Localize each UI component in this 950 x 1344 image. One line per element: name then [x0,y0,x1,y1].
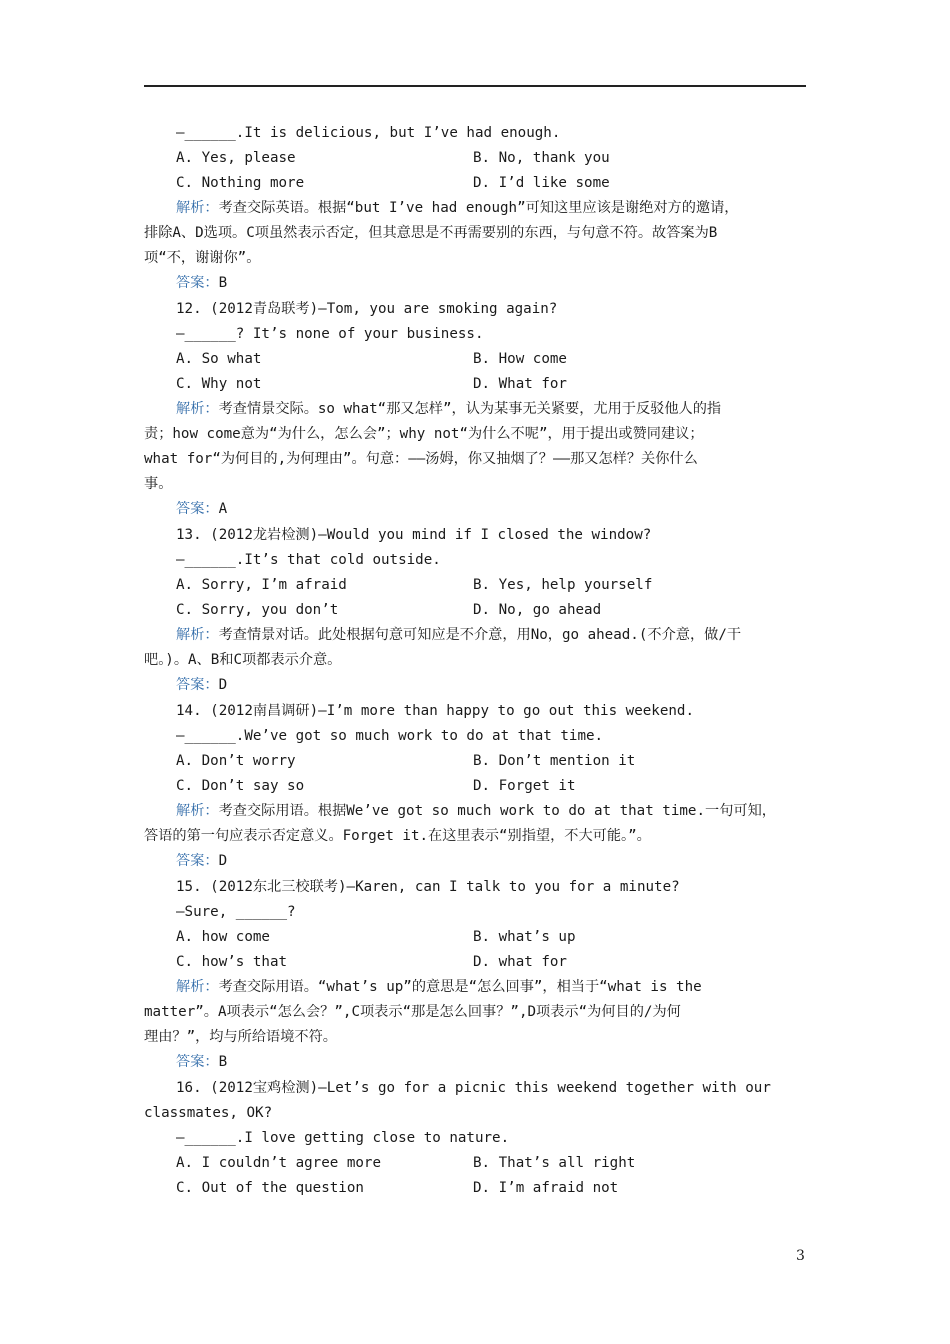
q11-option-c: C. Nothing more [176,175,305,191]
q13-option-d: D. No, go ahead [473,602,602,618]
q16-option-c: C. Out of the question [176,1180,364,1196]
answer-label: 答案： [176,853,219,869]
q15-analysis [176,975,810,999]
q13-option-c: C. Sorry, you don’t [176,602,339,618]
answer-value: B [218,275,228,291]
q11-reply: —______.It is delicious, but I’ve had enough. [176,125,561,141]
q15-option-a: A. how come [176,929,270,945]
q12-option-b: B. How come [473,351,567,367]
analysis-label: 解析： [176,401,219,417]
analysis-text: 考查情景对话。此处根据句意可知应是不介意，用No，go ahead.(不介意，做/干 [218,627,742,643]
q15-answer [176,1050,810,1074]
q11-answer [176,271,810,295]
q13-option-a: A. Sorry, I’m afraid [176,577,347,593]
q14-analysis-line-2: 答语的第一句应表示否定意义。Forget it.在这里表示“别指望，不大可能。”。 [144,828,651,844]
answer-label: 答案： [176,501,219,517]
q12-analysis-line-3: what for“为何目的,为何理由”。句意：——汤姆，你又抽烟了？——那又怎样？关你什么 [144,451,698,467]
q15-analysis-line-2: matter”。A项表示“怎么会？”,C项表示“那是怎么回事？”,D项表示“为何目的/为何 [144,1004,681,1020]
q15-stem: 15. (2012东北三校联考)—Karen, can I talk to you for a minute? [176,879,680,895]
q16-stem: 16. (2012宝鸡检测)—Let’s go for a picnic this weekend together with our [176,1080,771,1096]
answer-label: 答案： [176,677,219,693]
q15-option-d: D. what for [473,954,567,970]
q13-stem: 13. (2012龙岩检测)—Would you mind if I closed the window? [176,527,652,543]
q14-answer [176,849,810,873]
q12-option-c: C. Why not [176,376,262,392]
q16-option-d: D. I’m afraid not [473,1180,619,1196]
answer-label: 答案： [176,1054,219,1070]
analysis-label: 解析： [176,627,219,643]
q12-option-d: D. What for [473,376,567,392]
q13-option-b: B. Yes, help yourself [473,577,653,593]
q14-analysis [176,799,810,823]
analysis-label: 解析： [176,979,219,995]
q12-answer [176,497,810,521]
q14-stem: 14. (2012南昌调研)—I’m more than happy to go out this weekend. [176,703,694,719]
q16-option-b: B. That’s all right [473,1155,636,1171]
q15-analysis-line-3: 理由？”，均与所给语境不符。 [144,1029,337,1045]
q12-analysis-line-2: 责；how come意为“为什么，怎么会”；why not“为什么不呢”，用于提出或赞同建议； [144,426,704,442]
answer-value: D [218,677,228,693]
q14-reply: —______.We’ve got so much work to do at that time. [176,728,604,744]
q11-option-b: B. No, thank you [473,150,610,166]
q11-option-a: A. Yes, please [176,150,296,166]
q12-analysis [176,397,810,421]
q15-option-b: B. what’s up [473,929,576,945]
answer-value: D [218,853,228,869]
q12-option-a: A. So what [176,351,262,367]
q13-analysis-line-2: 吧。)。A、B和C项都表示介意。 [144,652,342,668]
q11-option-d: D. I’d like some [473,175,610,191]
q14-option-a: A. Don’t worry [176,753,296,769]
q12-stem: 12. (2012青岛联考)—Tom, you are smoking again? [176,301,558,317]
q15-option-c: C. how’s that [176,954,288,970]
q11-analysis [176,196,810,220]
q12-analysis-line-4: 事。 [144,476,173,492]
analysis-text: 考查交际英语。根据“but I’ve had enough”可知这里应该是谢绝对方的邀请， [218,200,739,216]
q11-analysis-line-3: 项“不，谢谢你”。 [144,250,261,266]
q15-reply: —Sure, ______? [176,904,296,920]
q14-option-c: C. Don’t say so [176,778,305,794]
analysis-text: 考查情景交际。so what“那又怎样”，认为某事无关紧要，尤用于反驳他人的指 [218,401,722,417]
analysis-text: 考查交际用语。“what’s up”的意思是“怎么回事”，相当于“what is the [218,979,702,995]
q14-option-b: B. Don’t mention it [473,753,636,769]
analysis-label: 解析： [176,803,219,819]
header-rule [144,85,806,87]
q12-reply: —______? It’s none of your business. [176,326,484,342]
answer-value: B [218,1054,228,1070]
analysis-label: 解析： [176,200,219,216]
q14-option-d: D. Forget it [473,778,576,794]
q13-analysis [176,623,810,647]
q16-stem-line-2: classmates, OK? [144,1105,273,1121]
q13-reply: —______.It’s that cold outside. [176,552,441,568]
page-number: 3 [796,1248,805,1264]
q16-reply: —______.I love getting close to nature. [176,1130,510,1146]
answer-value: A [218,501,228,517]
analysis-text: 考查交际用语。根据We’ve got so much work to do at that time.一句可知， [218,803,776,819]
q11-analysis-line-2: 排除A、D选项。C项虽然表示否定，但其意思是不再需要别的东西，与句意不符。故答案为B [144,225,718,241]
q16-option-a: A. I couldn’t agree more [176,1155,381,1171]
q13-answer [176,673,810,697]
answer-label: 答案： [176,275,219,291]
